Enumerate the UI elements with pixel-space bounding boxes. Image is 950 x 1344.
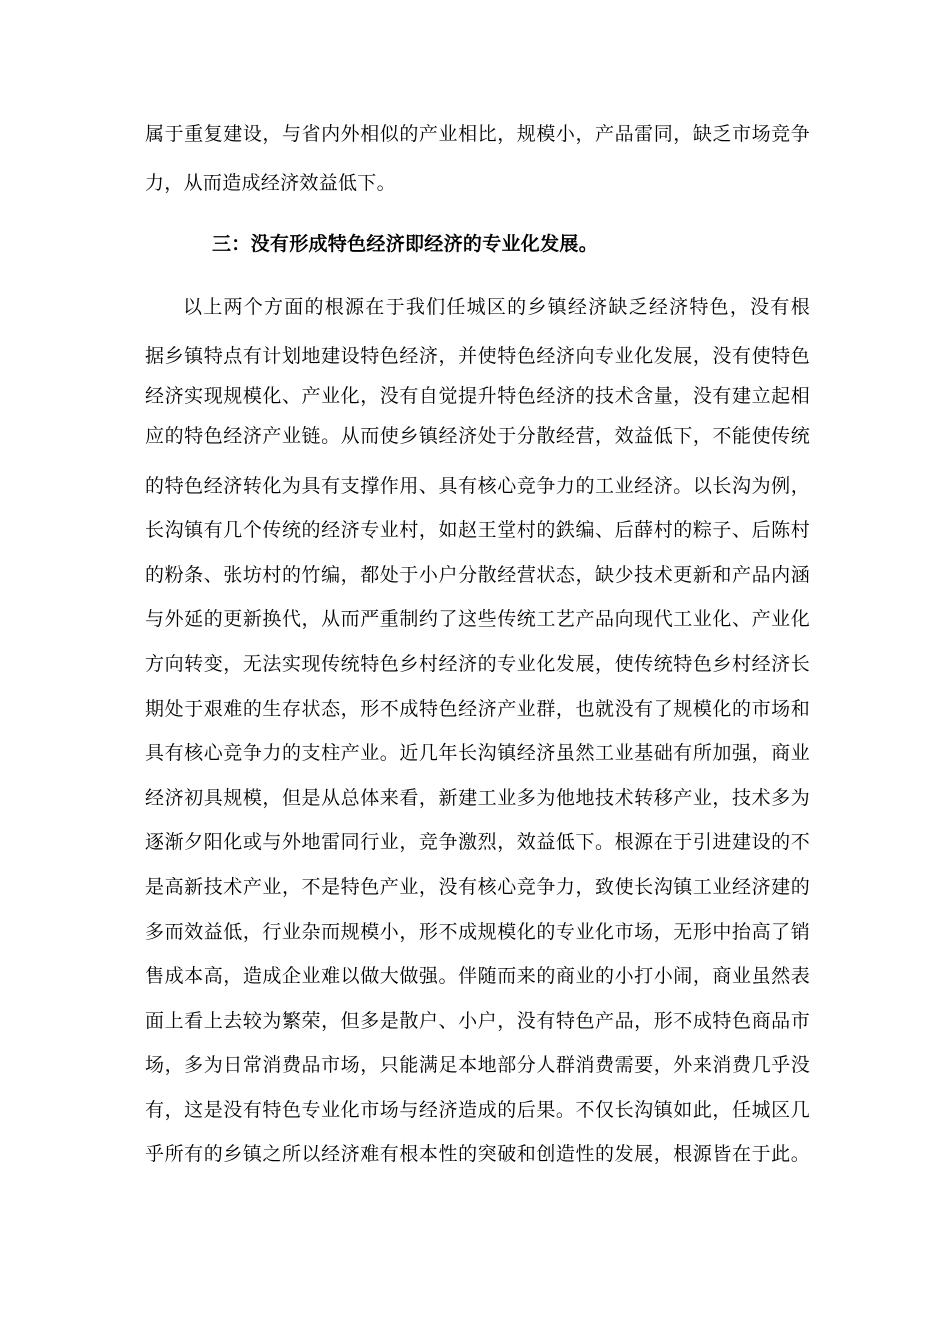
paragraph-main-line: 具有核心竞争力的支柱产业。近几年长沟镇经济虽然工业基础有所加强，商业 (145, 742, 810, 764)
paragraph-main-line: 场，多为日常消费品市场，只能满足本地部分人群消费需要，外来消费几乎没 (145, 1054, 810, 1076)
paragraph-top-line: 力，从而造成经济效益低下。 (145, 172, 396, 194)
paragraph-main-line: 期处于艰难的生存状态，形不成特色经济产业群，也就没有了规模化的市场和 (145, 698, 810, 720)
paragraph-main-line: 面上看上去较为繁荣，但多是散户、小户，没有特色产品，形不成特色商品市 (145, 1010, 810, 1032)
paragraph-top-line: 属于重复建设，与省内外相似的产业相比，规模小，产品雷同，缺乏市场竞争 (145, 123, 810, 145)
paragraph-main-line: 经济初具规模，但是从总体来看，新建工业多为他地技术转移产业，技术多为 (145, 787, 810, 809)
paragraph-main-line: 乎所有的乡镇之所以经济难有根本性的突破和创造性的发展，根源皆在于此。 (145, 1143, 810, 1165)
paragraph-main-line: 的特色经济转化为具有支撑作用、具有核心竞争力的工业经济。以长沟为例， (145, 475, 810, 497)
paragraph-main-line: 与外延的更新换代，从而严重制约了这些传统工艺产品向现代工业化、产业化 (145, 608, 810, 630)
paragraph-main-line: 有，这是没有特色专业化市场与经济造成的后果。不仅长沟镇如此，任城区几 (145, 1099, 810, 1121)
paragraph-main-line: 逐渐夕阳化或与外地雷同行业，竞争激烈，效益低下。根源在于引进建设的不 (145, 831, 810, 853)
paragraph-main-line: 是高新技术产业，不是特色产业，没有核心竞争力，致使长沟镇工业经济建的 (145, 876, 810, 898)
paragraph-main-line: 的粉条、张坊村的竹编，都处于小户分散经营状态，缺少技术更新和产品内涵 (145, 564, 810, 586)
paragraph-main-line: 多而效益低，行业杂而规模小，形不成规模化的专业化市场，无形中抬高了销 (145, 921, 810, 943)
paragraph-main-line: 据乡镇特点有计划地建设特色经济，并使特色经济向专业化发展，没有使特色 (145, 345, 810, 367)
paragraph-main-line: 售成本高，造成企业难以做大做强。伴随而来的商业的小打小闹，商业虽然表 (145, 965, 810, 987)
paragraph-main-line: 方向转变，无法实现传统特色乡村经济的专业化发展，使传统特色乡村经济长 (145, 653, 810, 675)
paragraph-main-line: 应的特色经济产业链。从而使乡镇经济处于分散经营，效益低下，不能使传统 (145, 425, 810, 447)
paragraph-main-line: 经济实现规模化、产业化，没有自觉提升特色经济的技术含量，没有建立起相 (145, 385, 810, 407)
section-heading: 三：没有形成特色经济即经济的专业化发展。 (212, 233, 599, 255)
paragraph-main-line: 长沟镇有几个传统的经济专业村，如赵王堂村的鉄编、后薛村的粽子、后陈村 (145, 519, 810, 541)
paragraph-main-line: 以上两个方面的根源在于我们任城区的乡镇经济缺乏经济特色，没有根 (183, 296, 810, 318)
